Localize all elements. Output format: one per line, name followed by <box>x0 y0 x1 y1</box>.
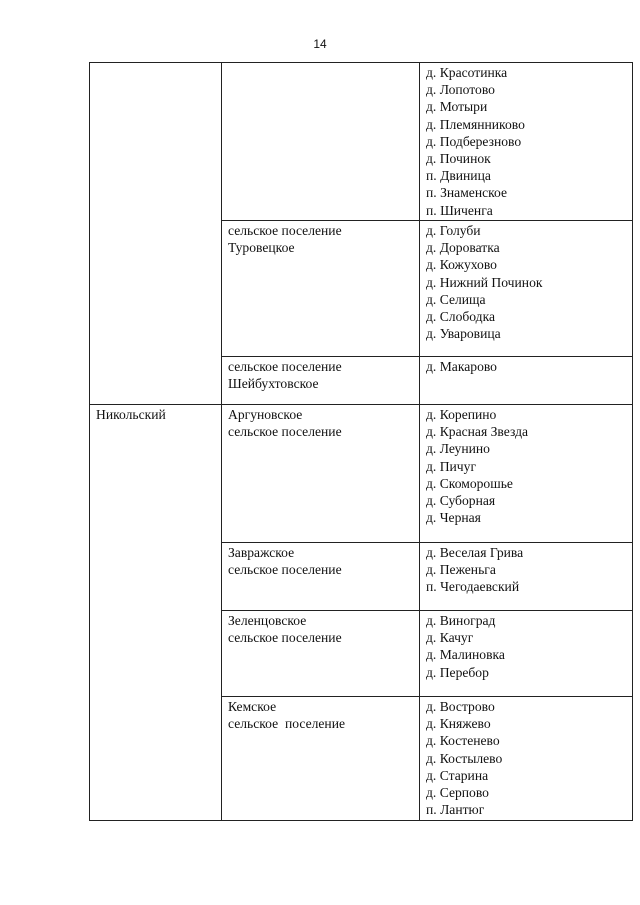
village-item: д. Малиновка <box>426 647 505 663</box>
village-item: п. Знаменское <box>426 185 508 201</box>
village-item: д. Вострово <box>426 699 495 714</box>
settlements-table <box>89 62 633 821</box>
village-item: д. Голуби <box>426 223 481 238</box>
village-item: д. Княжево <box>426 716 491 732</box>
village-item: д. Лопотово <box>426 82 495 98</box>
settlement-type: сельское поселение <box>228 223 342 238</box>
village-item: д. Костенево <box>426 733 500 749</box>
village-item: д. Перебор <box>426 664 489 680</box>
village-item: д. Красная Звезда <box>426 424 529 440</box>
settlement-name: Завражское <box>228 545 295 560</box>
settlement-type: сельское поселение <box>228 716 346 732</box>
table-row <box>90 405 633 543</box>
village-item: д. Леунино <box>426 441 490 457</box>
settlement-cell <box>222 221 420 357</box>
village-item: д. Суборная <box>426 493 496 509</box>
village-item: д. Подберезново <box>426 133 522 149</box>
villages-cell <box>420 357 633 405</box>
settlement-cell <box>222 697 420 821</box>
village-item: д. Починок <box>426 151 491 167</box>
settlement-cell <box>222 63 420 221</box>
settlement-name: Шейбухтовское <box>228 376 319 392</box>
village-item: п. Шиченга <box>426 202 493 218</box>
village-item: д. Слободка <box>426 309 496 325</box>
village-item: д. Племянниково <box>426 116 525 132</box>
settlement-cell <box>222 405 420 543</box>
villages-cell <box>420 611 633 697</box>
village-item: д. Селища <box>426 291 486 307</box>
village-item: д. Красотинка <box>426 65 508 80</box>
village-item: д. Мотыри <box>426 99 488 115</box>
village-item: д. Серпово <box>426 785 489 801</box>
village-item: д. Корепино <box>426 407 497 422</box>
village-item: п. Чегодаевский <box>426 579 520 595</box>
settlement-type: сельское поселение <box>228 424 342 440</box>
villages-cell <box>420 405 633 543</box>
district-name: Никольский <box>96 407 166 422</box>
settlement-name: Зеленцовское <box>228 613 307 628</box>
village-item: д. Макарово <box>426 359 497 374</box>
village-item: д. Дороватка <box>426 240 500 256</box>
settlement-name: Кемское <box>228 699 277 714</box>
settlement-cell <box>222 543 420 611</box>
settlement-name: Туровецкое <box>228 240 295 256</box>
table-row <box>90 63 633 221</box>
district-cell <box>90 405 222 821</box>
village-item: д. Качуг <box>426 630 474 646</box>
settlement-type: сельское поселение <box>228 630 342 646</box>
village-item: д. Пичуг <box>426 458 477 474</box>
villages-cell <box>420 63 633 221</box>
village-item: д. Виноград <box>426 613 496 628</box>
village-item: п. Двиница <box>426 168 491 184</box>
village-item: д. Кожухово <box>426 257 497 273</box>
village-item: д. Нижний Починок <box>426 274 543 290</box>
village-item: п. Лантюг <box>426 802 485 818</box>
village-item: д. Скоморошье <box>426 475 513 491</box>
villages-cell <box>420 697 633 821</box>
settlement-type: сельское поселение <box>228 359 342 374</box>
settlement-type: сельское поселение <box>228 562 342 578</box>
settlement-cell <box>222 357 420 405</box>
village-item: д. Костылево <box>426 750 503 766</box>
village-item: д. Пеженьга <box>426 562 496 578</box>
village-item: д. Веселая Грива <box>426 545 524 560</box>
villages-cell <box>420 221 633 357</box>
settlement-name: Аргуновское <box>228 407 303 422</box>
district-cell <box>90 63 222 405</box>
village-item: д. Уваровица <box>426 326 501 342</box>
settlement-cell <box>222 611 420 697</box>
page-number: 14 <box>313 37 327 51</box>
villages-cell <box>420 543 633 611</box>
village-item: д. Черная <box>426 510 481 526</box>
village-item: д. Старина <box>426 767 489 783</box>
